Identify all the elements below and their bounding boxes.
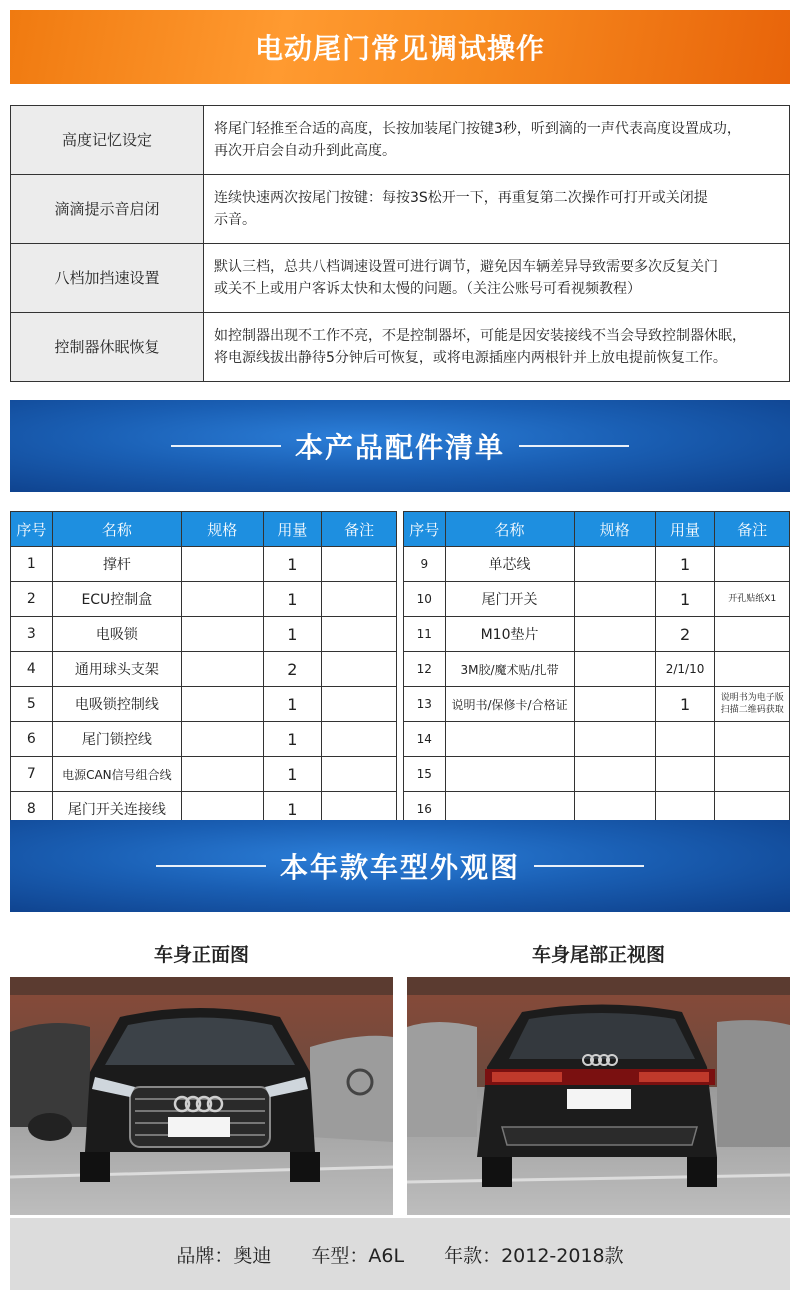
cell-no: 13 xyxy=(404,687,446,722)
cell-qty: 1 xyxy=(263,582,322,617)
cell-name: 尾门开关 xyxy=(445,582,574,617)
column-header-spec: 规格 xyxy=(182,512,263,547)
table-row xyxy=(11,582,397,617)
operation-name: 控制器休眠恢复 xyxy=(11,313,204,382)
description-line: 默认三档，总共八档调速设置可进行调节，避免因车辆差异导致需要多次反复关门 xyxy=(214,259,718,275)
car-rear-photo xyxy=(407,977,790,1215)
cell-name: 电源CAN信号组合线 xyxy=(52,757,181,792)
table-row xyxy=(11,617,397,652)
cell-qty: 1 xyxy=(655,687,715,722)
table-row xyxy=(404,722,790,757)
operation-row xyxy=(11,106,790,175)
cell-qty: 1 xyxy=(655,547,715,582)
description-line: 示音。 xyxy=(214,212,256,228)
cell-name: ECU控制盒 xyxy=(52,582,181,617)
cell-name: 电吸锁控制线 xyxy=(52,687,181,722)
cell-name xyxy=(445,722,574,757)
table-row xyxy=(404,652,790,687)
table-row xyxy=(11,687,397,722)
description-line: 连续快速两次按尾门按键：每按3S松开一下，再重复第二次操作可打开或关闭提 xyxy=(214,190,708,206)
cell-no: 12 xyxy=(404,652,446,687)
cell-qty xyxy=(655,722,715,757)
top-banner xyxy=(10,10,790,84)
appearance-section-title: 本年款车型外观图 xyxy=(279,851,520,884)
cell-spec xyxy=(182,687,263,722)
car-front-photo xyxy=(10,977,393,1215)
cell-no: 16 xyxy=(404,792,446,827)
cell-name: M10垫片 xyxy=(445,617,574,652)
cell-note xyxy=(322,722,397,757)
decorative-line-right xyxy=(519,445,629,447)
cell-spec xyxy=(574,722,655,757)
cell-no: 11 xyxy=(404,617,446,652)
cell-name: 尾门开关连接线 xyxy=(52,792,181,827)
cell-no: 3 xyxy=(11,617,53,652)
operation-description xyxy=(204,244,790,313)
description-line: 或关不上或用户客诉太快和太慢的问题。（关注公账号可看视频教程） xyxy=(214,281,641,297)
cell-no: 8 xyxy=(11,792,53,827)
table-row xyxy=(11,757,397,792)
year-value: 2012-2018款 xyxy=(501,1244,624,1267)
cell-note xyxy=(322,582,397,617)
table-row xyxy=(404,547,790,582)
page-title: 电动尾门常见调试操作 xyxy=(254,32,545,65)
column-header-name: 名称 xyxy=(52,512,181,547)
table-row xyxy=(11,547,397,582)
cell-no: 10 xyxy=(404,582,446,617)
cell-spec xyxy=(182,757,263,792)
description-line: 再次开启会自动升到此高度。 xyxy=(214,143,396,159)
operation-row xyxy=(11,313,790,382)
cell-spec xyxy=(182,722,263,757)
column-header-spec: 规格 xyxy=(574,512,655,547)
cell-qty: 1 xyxy=(263,722,322,757)
column-header-note: 备注 xyxy=(715,512,790,547)
cell-name: 3M胶/魔术贴/扎带 xyxy=(445,652,574,687)
column-header-qty: 用量 xyxy=(655,512,715,547)
cell-name: 电吸锁 xyxy=(52,617,181,652)
operation-name: 八档加挡速设置 xyxy=(11,244,204,313)
operation-name: 滴滴提示音启闭 xyxy=(11,175,204,244)
cell-spec xyxy=(182,617,263,652)
parts-table-right xyxy=(403,511,790,827)
cell-note xyxy=(715,722,790,757)
year-group xyxy=(444,1241,624,1268)
decorative-line-left xyxy=(156,865,266,867)
column-header-no: 序号 xyxy=(11,512,53,547)
operation-description xyxy=(204,106,790,175)
cell-qty: 2 xyxy=(263,652,322,687)
column-header-note: 备注 xyxy=(322,512,397,547)
parts-section-title: 本产品配件清单 xyxy=(294,431,505,464)
table-row xyxy=(11,722,397,757)
cell-no: 2 xyxy=(11,582,53,617)
operation-row xyxy=(11,175,790,244)
brand-group xyxy=(176,1241,271,1268)
description-line: 将尾门轻推至合适的高度，长按加装尾门按键3秒，听到滴的一声代表高度设置成功， xyxy=(214,121,741,137)
operation-name: 高度记忆设定 xyxy=(11,106,204,175)
cell-no: 4 xyxy=(11,652,53,687)
cell-no: 9 xyxy=(404,547,446,582)
column-header-name: 名称 xyxy=(445,512,574,547)
cell-note xyxy=(322,652,397,687)
cell-spec xyxy=(574,582,655,617)
cell-note xyxy=(715,757,790,792)
cell-spec xyxy=(574,757,655,792)
brand-label: 品牌： xyxy=(176,1244,234,1267)
cell-note xyxy=(322,617,397,652)
brand-value: 奥迪 xyxy=(233,1244,272,1267)
cell-qty: 1 xyxy=(263,792,322,827)
cell-spec xyxy=(182,652,263,687)
cell-name: 尾门锁控线 xyxy=(52,722,181,757)
decorative-line-right xyxy=(534,865,644,867)
cell-qty: 1 xyxy=(263,617,322,652)
cell-qty: 1 xyxy=(263,757,322,792)
cell-name: 通用球头支架 xyxy=(52,652,181,687)
cell-note xyxy=(322,687,397,722)
cell-spec xyxy=(574,687,655,722)
table-row xyxy=(404,582,790,617)
cell-note: 说明书为电子版 扫描二维码获取 xyxy=(715,687,790,722)
cell-qty: 1 xyxy=(263,687,322,722)
operation-description xyxy=(204,313,790,382)
cell-spec xyxy=(182,582,263,617)
cell-spec xyxy=(574,652,655,687)
cell-qty xyxy=(655,757,715,792)
cell-spec xyxy=(574,547,655,582)
cell-note xyxy=(322,757,397,792)
operation-row xyxy=(11,244,790,313)
cell-spec xyxy=(182,547,263,582)
cell-no: 6 xyxy=(11,722,53,757)
cell-qty: 2/1/10 xyxy=(655,652,715,687)
table-row xyxy=(11,652,397,687)
cell-name: 撑杆 xyxy=(52,547,181,582)
cell-no: 15 xyxy=(404,757,446,792)
model-label: 车型： xyxy=(311,1244,369,1267)
cell-no: 7 xyxy=(11,757,53,792)
cell-note xyxy=(715,617,790,652)
cell-name xyxy=(445,757,574,792)
cell-qty: 1 xyxy=(655,582,715,617)
description-line: 将电源线拔出静待5分钟后可恢复，或将电源插座内两根针并上放电提前恢复工作。 xyxy=(214,350,727,366)
table-row xyxy=(404,687,790,722)
cell-no: 5 xyxy=(11,687,53,722)
parts-section-banner xyxy=(10,400,790,492)
table-row xyxy=(404,617,790,652)
operation-description xyxy=(204,175,790,244)
vehicle-info-bar xyxy=(10,1218,790,1290)
cell-name: 单芯线 xyxy=(445,547,574,582)
cell-qty: 1 xyxy=(263,547,322,582)
cell-no: 14 xyxy=(404,722,446,757)
column-header-qty: 用量 xyxy=(263,512,322,547)
column-header-no: 序号 xyxy=(404,512,446,547)
rear-photo-caption: 车身尾部正视图 xyxy=(531,944,665,966)
front-photo-caption: 车身正面图 xyxy=(153,944,249,966)
cell-note xyxy=(322,547,397,582)
cell-note xyxy=(715,652,790,687)
description-line: 如控制器出现不工作不亮，不是控制器坏，可能是因安装接线不当会导致控制器休眠， xyxy=(214,328,746,344)
cell-no: 1 xyxy=(11,547,53,582)
year-label: 年款： xyxy=(444,1244,502,1267)
operations-table xyxy=(10,105,790,382)
cell-note xyxy=(715,547,790,582)
cell-qty: 2 xyxy=(655,617,715,652)
model-value: A6L xyxy=(368,1244,405,1267)
parts-table-left xyxy=(10,511,397,827)
appearance-section-banner xyxy=(10,820,790,912)
cell-name: 说明书/保修卡/合格证 xyxy=(445,687,574,722)
cell-spec xyxy=(574,617,655,652)
decorative-line-left xyxy=(171,445,281,447)
cell-note: 开孔贴纸X1 xyxy=(715,582,790,617)
table-row xyxy=(404,757,790,792)
model-group xyxy=(311,1241,404,1268)
